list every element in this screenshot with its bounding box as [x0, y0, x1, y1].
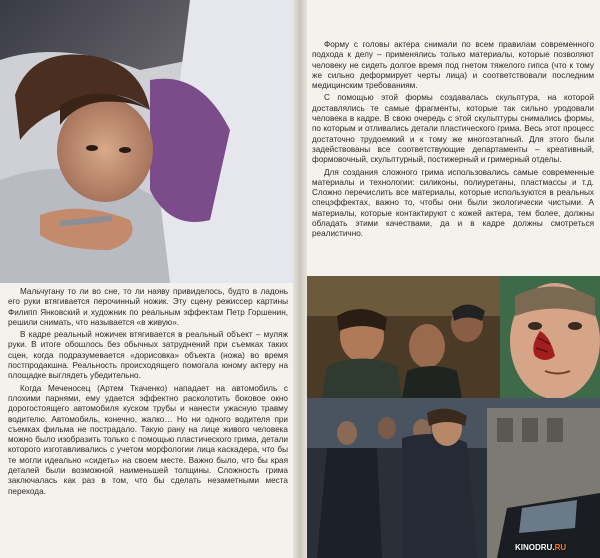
page-gutter — [293, 0, 307, 558]
watermark-suffix: RU — [554, 543, 567, 552]
right-paragraph-2: С помощью этой формы создавалась скульптура, на которой доставлялись те самые фрагменты, которые так сильно уродовали человека в кадре. В свою очередь с этой скульптуры снимались формы, по которым и отливались детали пластического грима. Весь этот процесс достаточно трудоемкий и к тому же многоэтапный. Для этого были задействованы все соответствующие департаменты – креативный, формовочный, скульптурный, постижерный и гримерный отделы. — [312, 93, 594, 165]
right-paragraph-3: Для создания сложного грима использовались самые современные материалы и технологии: силиконы, полиуретаны, пластмассы и т.д. Сложно перечислить все материалы, которые используются в реальных спецэффектах, важно то, чтобы они были экологически чистыми. А материалы, которые контактируют с кожей актера, тем более, должны обладать этими качествами, да и в кадре должны смотреться реалистично. — [312, 167, 594, 239]
photo-boy-in-bed — [0, 0, 293, 283]
photo-wound-makeup — [500, 276, 600, 398]
photo-film-crew — [307, 276, 500, 398]
left-text-column — [8, 287, 288, 499]
watermark-prefix: KINODRU — [515, 543, 553, 552]
site-watermark: KINODRU.RU — [515, 543, 567, 552]
right-paragraph-1: Форму с головы актера снимали по всем правилам современного подхода к делу – применялись только материалы, которые позволяют человеку не сидеть долгое время под гнетом тяжелого гипса (что к тому же сильно деформирует черты лица) и соответствовали последним медицинским требованиям. — [312, 40, 594, 91]
left-paragraph-1: Мальчугану то ли во сне, то ли наяву привиделось, будто в ладонь его руки втягивается перочинный ножик. Эту сцену режиссер картины Филипп Янковский и художник по реальным эффектам Петр Горшенин, решили снимать, что называется «в живую». — [8, 287, 288, 327]
right-text-column — [312, 40, 594, 242]
photo-night-street — [307, 398, 600, 558]
left-paragraph-2: В кадре реальный ножичек втягивается в реальный объект – муляж руки. В итоге обошлось без обычных затруднений при съемках таких сцен, когда подразумевается «дорисовка» объекта (ножа) во время постпродакшна. Реальность происходящего помогала юному актеру на площадке выглядеть убедительно. — [8, 330, 288, 381]
left-paragraph-3: Когда Меченосец (Артем Ткаченко) нападает на автомобиль с плохими парнями, ему удается эффектно расколотить боковое окно дорогостоящего автомобиля куском трубы и нанести ужасную травму водителю. Автомобиль, конечно, жалко… Но ни одного водителя при съемках фильма не пострадало. Такую рану на лице живого человека можно было изобразить только с помощью пластического грима, детали которого изготавливались с учетом морфологии лица каскадера, что бы те могли идеально «сидеть» на своем месте. Важно было, что бы края деталей были возможной наименьшей толщины. Сложность грима заключалась как раз в том, что бы сделать незаметными места перехода. — [8, 383, 288, 496]
